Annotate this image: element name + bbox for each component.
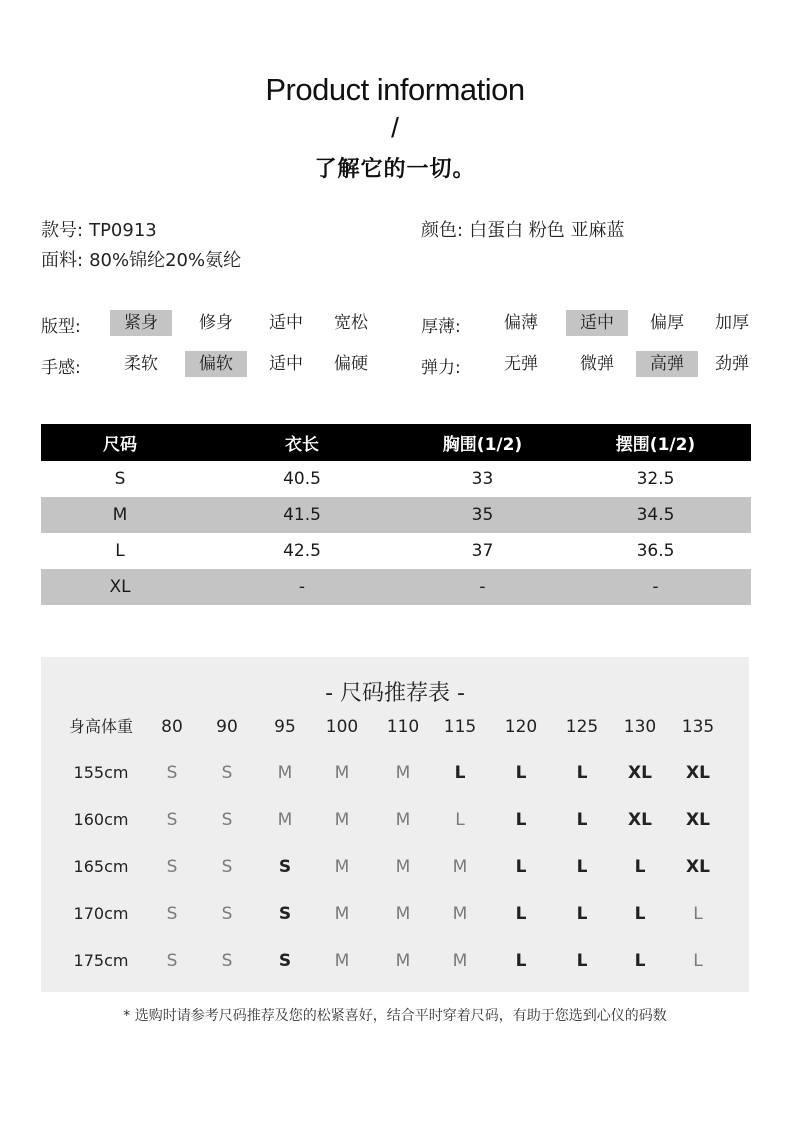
recommendation-row bbox=[0, 852, 790, 882]
recommendation-title: - 尺码推荐表 - bbox=[325, 681, 465, 706]
recommended-size: S bbox=[221, 951, 233, 971]
attribute-option-feel: 偏软 bbox=[185, 351, 247, 377]
recommended-size: S bbox=[221, 810, 233, 830]
recommendation-row bbox=[0, 758, 790, 788]
colors-value: 白蛋白 粉色 亚麻蓝 bbox=[469, 220, 625, 241]
recommended-size: M bbox=[334, 904, 350, 924]
style-number-value: TP0913 bbox=[89, 220, 157, 241]
weight-header: 110 bbox=[386, 717, 420, 737]
header-length: 衣长 bbox=[199, 424, 405, 461]
table-cell: L bbox=[115, 541, 125, 561]
recommended-size: S bbox=[278, 857, 292, 877]
attribute-label-feel: 手感: bbox=[41, 358, 81, 378]
recommended-size: L bbox=[576, 904, 588, 924]
recommended-size: L bbox=[693, 951, 703, 971]
table-cell: - bbox=[405, 569, 560, 605]
footnote: * 选购时请参考尺码推荐及您的松紧喜好，结合平时穿着尺码，有助于您选到心仪的码数 bbox=[123, 1008, 667, 1024]
height-label: 160cm bbox=[73, 810, 129, 829]
recommended-size: S bbox=[221, 857, 233, 877]
weight-header: 100 bbox=[325, 717, 359, 737]
recommended-size: M bbox=[452, 951, 468, 971]
recommended-size: M bbox=[452, 857, 468, 877]
table-cell: 42.5 bbox=[283, 541, 321, 561]
header-chest: 胸围(1/2) bbox=[405, 424, 560, 461]
page-subtitle: 了解它的一切。 bbox=[314, 157, 476, 182]
page-title: Product information bbox=[265, 72, 525, 107]
attribute-option-feel: 偏硬 bbox=[334, 354, 368, 374]
fabric-value: 80%锦纶20%氨纶 bbox=[89, 250, 242, 271]
recommended-size: L bbox=[454, 763, 466, 783]
recommended-size: XL bbox=[686, 763, 710, 783]
weight-header: 115 bbox=[443, 717, 477, 737]
title-divider: / bbox=[391, 112, 399, 143]
style-number bbox=[41, 216, 157, 242]
table-row bbox=[41, 461, 751, 497]
weight-header: 95 bbox=[274, 717, 296, 737]
recommended-size: L bbox=[515, 763, 527, 783]
recommended-size: XL bbox=[628, 763, 652, 783]
table-cell: - bbox=[560, 569, 751, 605]
table-cell: XL bbox=[41, 569, 199, 605]
recommended-size: XL bbox=[686, 857, 710, 877]
height-label: 175cm bbox=[73, 951, 129, 970]
style-number-label: 款号: bbox=[41, 220, 84, 241]
recommended-size: L bbox=[515, 810, 527, 830]
table-cell: S bbox=[114, 469, 126, 489]
table-cell: 36.5 bbox=[636, 541, 675, 561]
recommended-size: M bbox=[334, 857, 350, 877]
table-cell: 32.5 bbox=[636, 469, 675, 489]
recommended-size: S bbox=[278, 951, 292, 971]
recommended-size: S bbox=[166, 810, 178, 830]
recommended-size: L bbox=[515, 857, 527, 877]
recommended-size: XL bbox=[628, 810, 652, 830]
fabric bbox=[41, 246, 241, 272]
recommended-size: S bbox=[221, 904, 233, 924]
table-cell: 33 bbox=[471, 469, 494, 489]
recommended-size: M bbox=[395, 857, 411, 877]
attribute-option-fit: 紧身 bbox=[110, 310, 172, 336]
recommended-size: XL bbox=[686, 810, 710, 830]
recommended-size: L bbox=[634, 951, 646, 971]
recommended-size: M bbox=[452, 904, 468, 924]
recommended-size: L bbox=[576, 951, 588, 971]
recommended-size: M bbox=[277, 763, 293, 783]
size-table bbox=[41, 424, 751, 605]
attribute-option-fit: 宽松 bbox=[334, 313, 368, 333]
weight-header: 135 bbox=[681, 717, 715, 737]
recommended-size: L bbox=[576, 857, 588, 877]
table-row bbox=[41, 533, 751, 569]
height-label: 165cm bbox=[73, 857, 129, 876]
attribute-option-fit: 修身 bbox=[199, 313, 233, 333]
height-label: 170cm bbox=[73, 904, 129, 923]
recommended-size: L bbox=[515, 951, 527, 971]
colors-label: 颜色: bbox=[421, 220, 464, 241]
table-cell: 35 bbox=[405, 497, 560, 533]
attribute-option-feel: 柔软 bbox=[124, 354, 158, 374]
table-cell: 40.5 bbox=[283, 469, 321, 489]
header-size: 尺码 bbox=[41, 424, 199, 461]
recommended-size: L bbox=[576, 810, 588, 830]
attribute-label-fit: 版型: bbox=[41, 317, 81, 337]
recommendation-corner-label: 身高体重 bbox=[68, 717, 133, 736]
recommended-size: S bbox=[278, 904, 292, 924]
table-cell: 34.5 bbox=[560, 497, 751, 533]
recommended-size: S bbox=[166, 857, 178, 877]
table-row bbox=[41, 497, 751, 533]
size-table-header bbox=[41, 424, 751, 461]
recommended-size: L bbox=[634, 857, 646, 877]
recommended-size: M bbox=[395, 763, 411, 783]
weight-header: 90 bbox=[216, 717, 238, 737]
attribute-label-thickness: 厚薄: bbox=[421, 317, 461, 337]
attribute-label-elasticity: 弹力: bbox=[421, 358, 461, 378]
recommendation-row bbox=[0, 805, 790, 835]
table-cell: 41.5 bbox=[199, 497, 405, 533]
attribute-option-elasticity: 微弹 bbox=[580, 354, 614, 374]
recommended-size: M bbox=[334, 763, 350, 783]
attribute-option-elasticity: 劲弹 bbox=[715, 354, 749, 374]
recommended-size: S bbox=[166, 904, 178, 924]
attribute-option-thickness: 适中 bbox=[566, 310, 628, 336]
height-label: 155cm bbox=[73, 763, 129, 782]
recommended-size: M bbox=[395, 951, 411, 971]
recommended-size: M bbox=[334, 810, 350, 830]
colors bbox=[421, 216, 625, 242]
table-row bbox=[41, 569, 751, 605]
attribute-option-thickness: 偏厚 bbox=[650, 313, 684, 333]
header-hem: 摆围(1/2) bbox=[560, 424, 751, 461]
recommended-size: M bbox=[277, 810, 293, 830]
weight-header: 120 bbox=[504, 717, 538, 737]
attribute-option-elasticity: 无弹 bbox=[504, 354, 538, 374]
fabric-label: 面料: bbox=[41, 250, 84, 271]
attribute-option-feel: 适中 bbox=[269, 354, 303, 374]
recommended-size: S bbox=[166, 951, 178, 971]
recommendation-row bbox=[0, 899, 790, 929]
recommended-size: M bbox=[334, 951, 350, 971]
recommended-size: L bbox=[634, 904, 646, 924]
recommendation-header-row bbox=[0, 712, 790, 742]
recommendation-row bbox=[0, 946, 790, 976]
attribute-option-thickness: 加厚 bbox=[715, 313, 749, 333]
attribute-option-elasticity: 高弹 bbox=[636, 351, 698, 377]
table-cell: M bbox=[41, 497, 199, 533]
recommended-size: M bbox=[395, 810, 411, 830]
recommended-size: L bbox=[576, 763, 588, 783]
recommended-size: L bbox=[693, 904, 703, 924]
recommended-size: S bbox=[221, 763, 233, 783]
recommended-size: L bbox=[455, 810, 465, 830]
recommended-size: L bbox=[515, 904, 527, 924]
attribute-option-fit: 适中 bbox=[269, 313, 303, 333]
table-cell: 37 bbox=[471, 541, 494, 561]
weight-header: 130 bbox=[623, 717, 657, 737]
table-cell: - bbox=[199, 569, 405, 605]
weight-header: 125 bbox=[565, 717, 599, 737]
attribute-option-thickness: 偏薄 bbox=[504, 313, 538, 333]
recommended-size: S bbox=[166, 763, 178, 783]
weight-header: 80 bbox=[161, 717, 183, 737]
recommended-size: M bbox=[395, 904, 411, 924]
